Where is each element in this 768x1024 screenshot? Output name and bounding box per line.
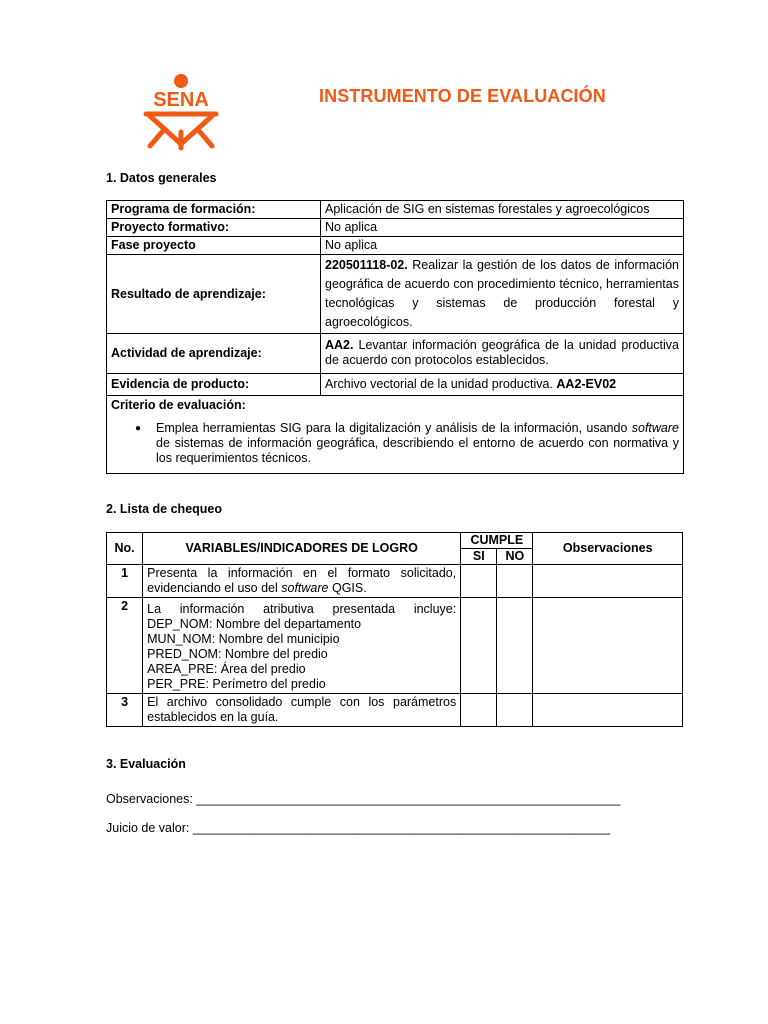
indicator-text-b: QGIS. [328, 581, 367, 595]
datos-generales-table [106, 200, 684, 474]
row-label: Programa de formación: [107, 201, 321, 219]
table-row [107, 598, 683, 694]
row-label: Actividad de aprendizaje: [107, 334, 321, 374]
cumple-no-cell[interactable] [497, 565, 533, 598]
table-header-row [107, 533, 683, 549]
row-value [321, 334, 684, 374]
table-row [107, 334, 684, 374]
table-row [107, 374, 684, 396]
observaciones-field[interactable]: Observaciones: _____________________________________________________________ [106, 792, 621, 806]
juicio-de-valor-field[interactable]: Juicio de valor: ____________________________________________________________ [106, 821, 610, 835]
observaciones-cell[interactable] [533, 565, 683, 598]
indicator-text-em: software [281, 581, 329, 595]
row-value: Aplicación de SIG en sistemas forestales y agroecológicos [321, 201, 684, 219]
cumple-si-cell[interactable] [461, 694, 497, 727]
actividad-code: AA2. [325, 338, 354, 352]
criterio-text-b: de sistemas de información geográfica, describiendo el entorno de acuerdo con normativa y los requerimientos técnicos. [156, 436, 679, 465]
resultado-text: Realizar la gestión de los datos de información geográfica de acuerdo con procedimiento técnico, herramientas tecnológicas y sistemas de producción forestal y agroecológicos. [325, 258, 679, 329]
svg-text:SENA: SENA [153, 89, 209, 111]
criterio-text-a: Emplea herramientas SIG para la digitalización y análisis de la información, usando [156, 421, 632, 435]
row-value [321, 255, 684, 334]
section3-heading: 3. Evaluación [106, 757, 186, 771]
table-row [107, 237, 684, 255]
cumple-no-cell[interactable] [497, 694, 533, 727]
sena-logo [140, 72, 222, 152]
header-no: No. [107, 533, 143, 565]
table-row [107, 201, 684, 219]
row-value: No aplica [321, 237, 684, 255]
criterio-label: Criterio de evaluación: [111, 398, 246, 412]
row-indicator: El archivo consolidado cumple con los parámetros establecidos en la guía. [143, 694, 461, 727]
observaciones-cell[interactable] [533, 694, 683, 727]
table-row [107, 219, 684, 237]
indicator-line: DEP_NOM: Nombre del departamento [147, 617, 362, 631]
header-cumple: CUMPLE [461, 533, 533, 549]
criterio-text-em: software [631, 421, 679, 435]
indicator-line: La información atributiva presentada incluye: [147, 602, 457, 616]
evidencia-text: Archivo vectorial de la unidad productiva. [325, 377, 557, 391]
indicator-line: MUN_NOM: Nombre del municipio [147, 632, 340, 646]
document-title: INSTRUMENTO DE EVALUACIÓN [319, 86, 606, 106]
list-item [111, 421, 679, 466]
indicator-line: PRED_NOM: Nombre del predio [147, 647, 328, 661]
evidencia-code: AA2-EV02 [556, 377, 617, 391]
row-value [321, 374, 684, 396]
indicator-text-a: Presenta la información en el formato solicitado, evidenciando el uso del [147, 566, 457, 595]
header-si: SI [461, 549, 497, 565]
row-value: No aplica [321, 219, 684, 237]
section2-heading: 2. Lista de chequeo [106, 502, 223, 516]
table-row [107, 396, 684, 474]
row-label: Resultado de aprendizaje: [107, 255, 321, 334]
row-indicator [143, 598, 461, 694]
header-no-col: NO [497, 549, 533, 565]
row-indicator [143, 565, 461, 598]
indicator-line: PER_PRE: Perímetro del predio [147, 677, 326, 691]
resultado-code: 220501118-02. [325, 258, 408, 272]
row-label: Fase proyecto [107, 237, 321, 255]
cumple-no-cell[interactable] [497, 598, 533, 694]
header-observaciones: Observaciones [533, 533, 683, 565]
row-number: 2 [107, 598, 143, 694]
indicator-line: AREA_PRE: Área del predio [147, 662, 306, 676]
cumple-si-cell[interactable] [461, 598, 497, 694]
criterio-list [111, 421, 679, 466]
row-number: 1 [107, 565, 143, 598]
table-row [107, 694, 683, 727]
row-label: Evidencia de producto: [107, 374, 321, 396]
actividad-text: Levantar información geográfica de la unidad productiva de acuerdo con protocolos establecidos. [325, 338, 679, 367]
table-row [107, 565, 683, 598]
section1-heading: 1. Datos generales [106, 171, 217, 185]
checklist-table [106, 532, 683, 727]
cumple-si-cell[interactable] [461, 565, 497, 598]
observaciones-cell[interactable] [533, 598, 683, 694]
table-row [107, 255, 684, 334]
row-number: 3 [107, 694, 143, 727]
row-label: Proyecto formativo: [107, 219, 321, 237]
criterio-cell [107, 396, 684, 474]
header-variables: VARIABLES/INDICADORES DE LOGRO [143, 533, 461, 565]
